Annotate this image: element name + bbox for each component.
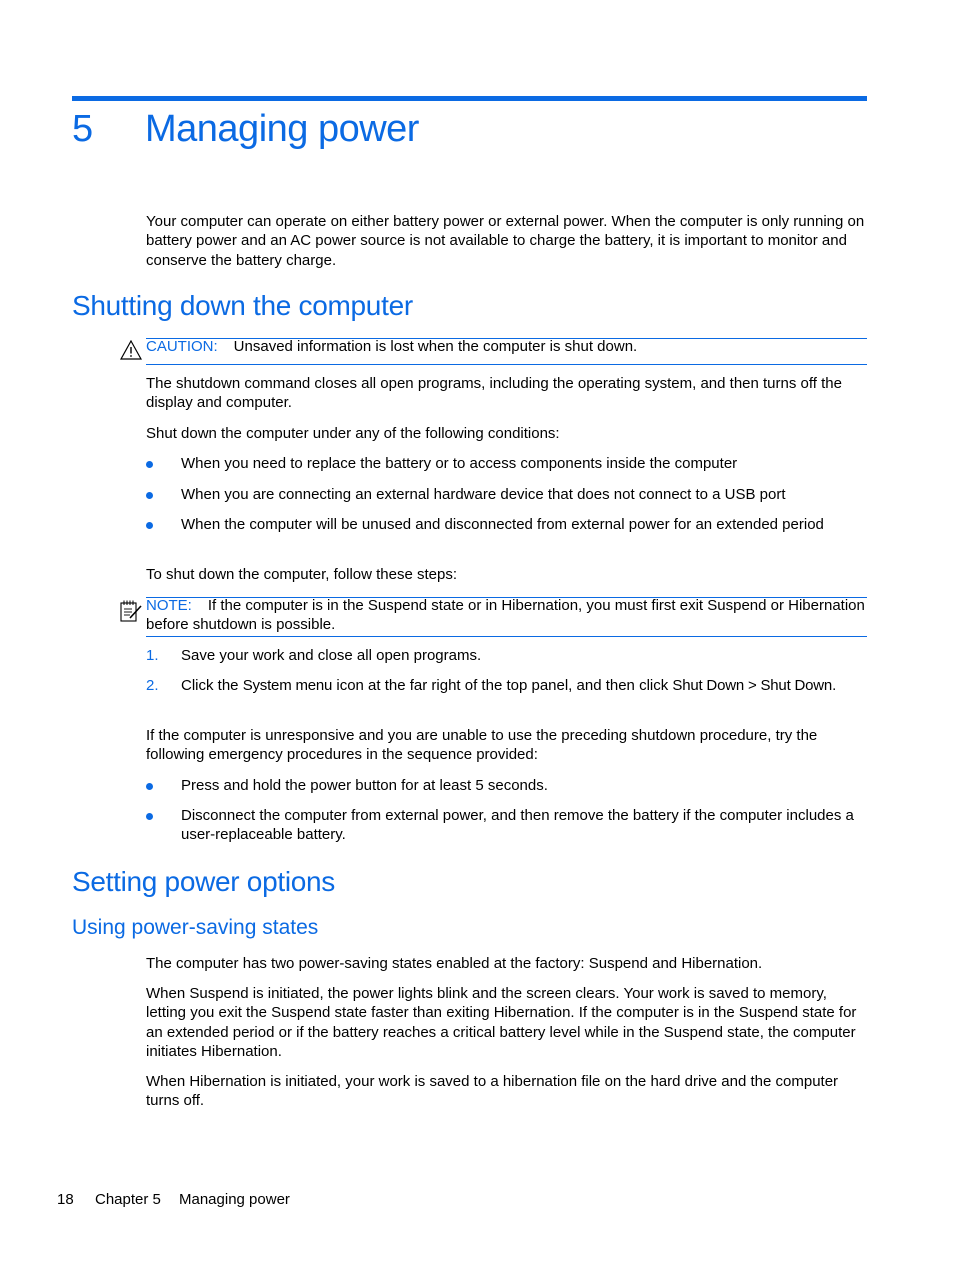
step-text [181,676,869,695]
power-paragraph-3: When Hibernation is initiated, your work is saved to a hibernation file on the hard drive and the computer turns off. [146,1073,839,1110]
step-text-part: . [832,677,837,694]
intro-paragraph: Your computer can operate on either battery power or external power. When the computer is only running on battery power and an AC power source is not available to charge the battery, it is important to monitor and conserve the battery charge. [146,213,865,269]
list-item: Disconnect the computer from external power, and then remove the battery if the computer includes a user-replaceable battery. [181,807,854,844]
page-number: 18 [57,1191,74,1208]
warning-triangle-icon [120,340,142,360]
bullet-dot-icon [146,806,156,825]
footer-title: Managing power [179,1191,290,1208]
chapter-title: Managing power [145,108,419,150]
caution-label: CAUTION: [146,338,218,355]
footer-chapter: Chapter 5 [95,1191,161,1208]
list-item: Press and hold the power button for at least 5 seconds. [181,777,548,794]
power-paragraph-2: When Suspend is initiated, the power lights blink and the screen clears. Your work is saved to memory, letting you exit the Suspend state faster than exiting Hibernation. If the computer is in the Suspend state for an extended period or if the battery reaches a critical battery level while in the Suspend state, the computer initiates Hibernation. [146,985,857,1060]
step-text: Save your work and close all open programs. [181,647,482,664]
step-text-part: Click the [181,677,243,694]
note-pad-icon [119,599,143,623]
shutdown-paragraph-3: To shut down the computer, follow these steps: [146,566,458,583]
list-item: When the computer will be unused and disconnected from external power for an extended period [181,516,824,533]
bullet-dot-icon [146,515,156,534]
list-item: When you are connecting an external hardware device that does not connect to a USB port [181,486,786,503]
caution-text: Unsaved information is lost when the computer is shut down. [233,338,638,355]
note-callout [146,596,868,635]
shutdown-paragraph-4: If the computer is unresponsive and you are unable to use the preceding shutdown procedure, try the following emergency procedures in the sequence provided: [146,727,818,764]
list-item: When you need to replace the battery or to access components inside the computer [181,455,738,472]
ui-term-system-menu: System menu [242,677,333,694]
step-number: 2. [146,677,159,694]
subsection-heading-power-saving: Using power-saving states [72,916,319,939]
power-paragraph-1: The computer has two power-saving states enabled at the factory: Suspend and Hibernation. [146,955,763,972]
bullet-dot-icon [146,454,156,473]
ui-term-shut-down: Shut Down > Shut Down [672,677,833,694]
bullet-dot-icon [146,485,156,504]
note-label: NOTE: [146,597,192,614]
chapter-number: 5 [72,108,93,150]
step-number: 1. [146,647,159,664]
bullet-dot-icon [146,776,156,795]
note-bottom-rule [146,636,867,637]
step-text-part: icon at the far right of the top panel, and then click [332,677,673,694]
section-heading-setting-power: Setting power options [72,866,335,897]
shutdown-paragraph-1: The shutdown command closes all open programs, including the operating system, and then turns off the display and computer. [146,375,842,412]
shutdown-paragraph-2: Shut down the computer under any of the following conditions: [146,425,560,442]
caution-bottom-rule [146,364,867,365]
caution-callout [146,337,868,356]
note-text: If the computer is in the Suspend state or in Hibernation, you must first exit Suspend or Hibernation before shutdown is possible. [146,597,865,634]
chapter-rule [72,96,867,101]
section-heading-shutting-down: Shutting down the computer [72,290,413,321]
